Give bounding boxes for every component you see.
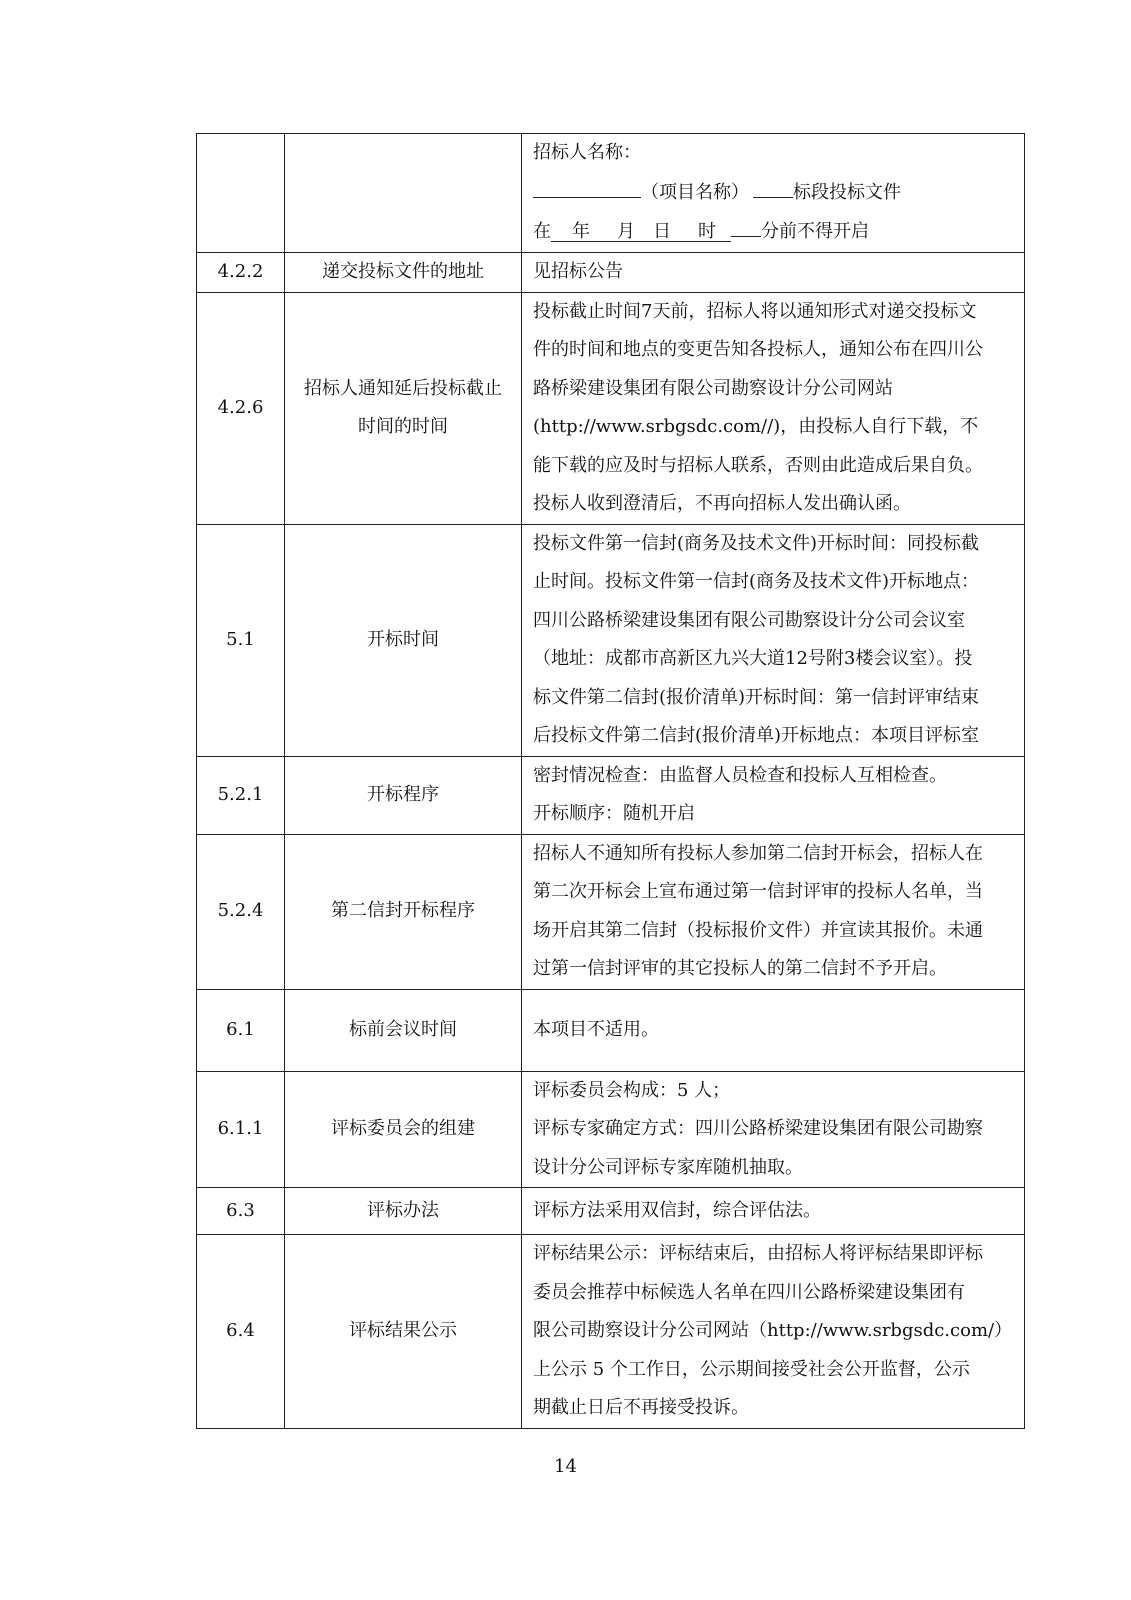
blank-field <box>753 173 793 198</box>
table-row <box>197 524 1025 756</box>
blank-field <box>533 173 641 198</box>
table-row <box>197 292 1025 524</box>
clause-content: 评标委员会构成：5 人； 评标专家确定方式：四川公路桥梁建设集团有限公司勘察 设计分公司评标专家库随机抽取。 <box>522 1071 1025 1188</box>
clause-number: 4.2.6 <box>197 292 285 524</box>
page-number: 14 <box>554 1456 577 1477</box>
clause-name: 开标时间 <box>285 524 522 756</box>
clause-name: 递交投标文件的地址 <box>285 252 522 292</box>
clause-number: 6.1.1 <box>197 1071 285 1188</box>
clause-content: 招标人不通知所有投标人参加第二信封开标会，招标人在 第二次开标会上宣布通过第一信封评审的投标人名单，当 场开启其第二信封（投标报价文件）并宣读其报价。未通 过第一信封评审的其它投标人的第二信封不予开启。 <box>522 834 1025 989</box>
clause-number: 6.1 <box>197 989 285 1071</box>
clause-name: 评标结果公示 <box>285 1235 522 1429</box>
table-row <box>197 1188 1025 1235</box>
table-row <box>197 834 1025 989</box>
project-line: （项目名称） 标段投标文件 <box>533 173 1016 213</box>
table-row <box>197 1235 1025 1429</box>
clause-name: 开标程序 <box>285 756 522 834</box>
clause-content: 评标方法采用双信封，综合评估法。 <box>522 1188 1025 1235</box>
clause-number: 5.1 <box>197 524 285 756</box>
clause-content: 投标文件第一信封(商务及技术文件)开标时间：同投标截 止时间。投标文件第一信封(商务及技术文件)开标地点： 四川公路桥梁建设集团有限公司勘察设计分公司会议室 （地址：成都市高新区九兴大道12号附3楼会议室）。投 标文件第二信封(报价清单)开标时间：第一信封评审结束 后投标文件第二信封(报价清单)开标地点：本项目评标室 <box>522 524 1025 756</box>
clause-name: 评标委员会的组建 <box>285 1071 522 1188</box>
clause-number: 5.2.4 <box>197 834 285 989</box>
table-row <box>197 989 1025 1071</box>
year-field: 年 <box>551 217 611 242</box>
month-field: 月 <box>611 217 641 242</box>
clause-name <box>285 134 522 253</box>
table-row <box>197 756 1025 834</box>
clause-number: 5.2.1 <box>197 756 285 834</box>
hour-field: 时 <box>683 217 731 242</box>
day-field: 日 <box>641 217 683 242</box>
clause-content: 密封情况检查：由监督人员检查和投标人互相检查。 开标顺序：随机开启 <box>522 756 1025 834</box>
clause-number: 6.3 <box>197 1188 285 1235</box>
clause-number: 4.2.2 <box>197 252 285 292</box>
clause-number <box>197 134 285 253</box>
minute-blank <box>731 212 761 237</box>
clause-content: 本项目不适用。 <box>522 989 1025 1071</box>
clause-name: 标前会议时间 <box>285 989 522 1071</box>
bidder-name-label: 招标人名称： <box>533 142 641 163</box>
table-row <box>197 252 1025 292</box>
clause-number: 6.4 <box>197 1235 285 1429</box>
clause-name: 第二信封开标程序 <box>285 834 522 989</box>
clause-name: 评标办法 <box>285 1188 522 1235</box>
table-row <box>197 1071 1025 1188</box>
clause-content <box>522 134 1025 253</box>
clause-content: 评标结果公示：评标结束后，由招标人将评标结果即评标 委员会推荐中标候选人名单在四川公路桥梁建设集团有 限公司勘察设计分公司网站（http://www.srbgsdc.com/） 上公示 5 个工作日，公示期间接受社会公开监督，公示 期截止日后不再接受投诉。 <box>522 1235 1025 1429</box>
tender-data-table <box>196 133 1025 1429</box>
table-row <box>197 134 1025 253</box>
open-time-line: 在 年 月 日 时 分前不得开启 <box>533 212 1016 252</box>
clause-content: 见招标公告 <box>522 252 1025 292</box>
clause-content: 投标截止时间7天前，招标人将以通知形式对递交投标文 件的时间和地点的变更告知各投标人，通知公布在四川公 路桥梁建设集团有限公司勘察设计分公司网站 (http://www.srbgsdc.com//)，由投标人自行下载，不 能下载的应及时与招标人联系，否则由此造成后果自负。 投标人收到澄清后，不再向招标人发出确认函。 <box>522 292 1025 524</box>
clause-name: 招标人通知延后投标截止 时间的时间 <box>285 292 522 524</box>
